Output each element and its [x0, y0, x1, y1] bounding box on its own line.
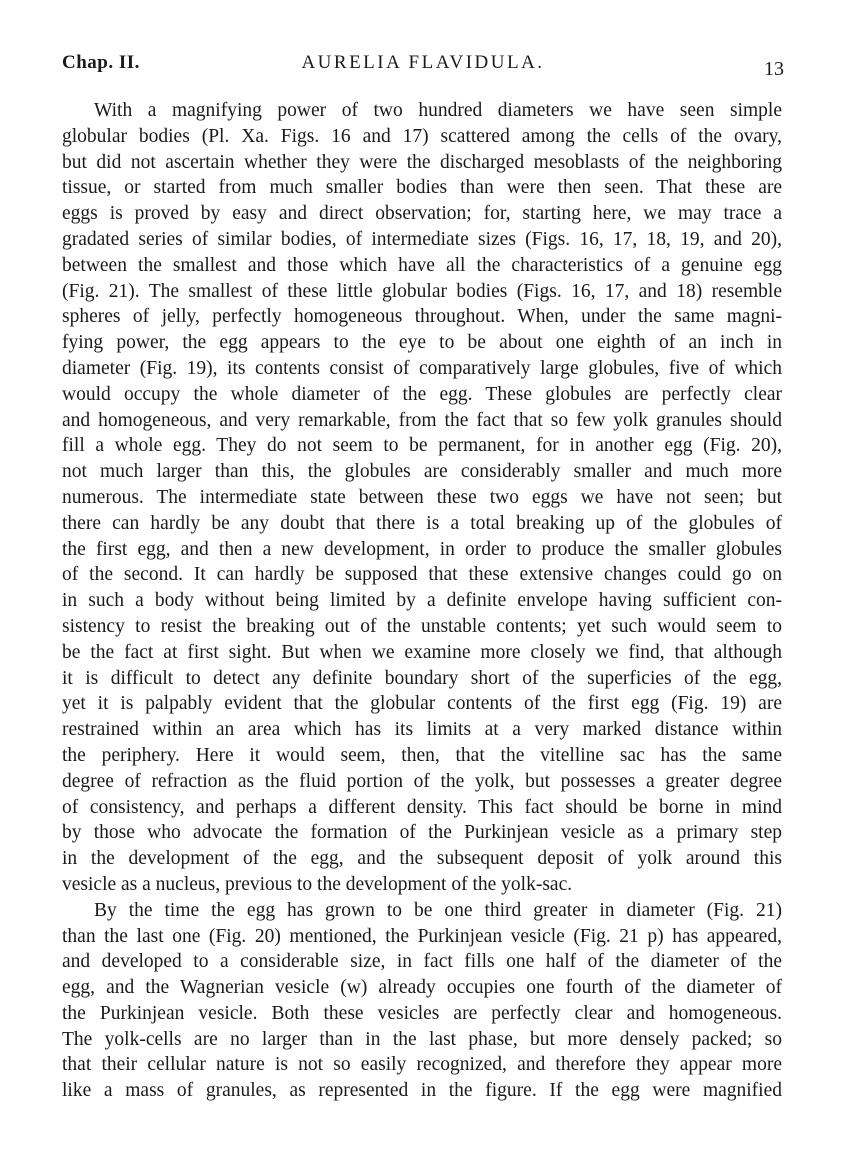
text-line: not much larger than this, the globules are considerably smaller and much more — [62, 461, 782, 483]
text-line: gradated series of similar bodies, of intermediate sizes (Figs. 16, 17, 18, 19, and 20), — [62, 228, 782, 250]
text-line: fill a whole egg. They do not seem to be permanent, for in another egg (Fig. 20), — [62, 435, 782, 457]
chapter-label: Chap. II. — [62, 52, 140, 73]
text-line: fying power, the egg appears to the eye to be about one eighth of an inch in — [62, 332, 782, 354]
text-line: between the smallest and those which have all the characteristics of a genuine egg — [62, 254, 782, 276]
text-line: numerous. The intermediate state between these two eggs we have not seen; but — [62, 486, 782, 508]
text-line: tissue, or started from much smaller bodies than were then seen. That these are — [62, 177, 782, 199]
text-line: The yolk-cells are no larger than in the last phase, but more densely packed; so — [62, 1028, 782, 1050]
text-line: degree of refraction as the fluid portion of the yolk, but possesses a greater degree — [62, 770, 782, 792]
page-number: 13 — [764, 58, 784, 80]
text-line: By the time the egg has grown to be one third greater in diameter (Fig. 21) — [94, 899, 782, 921]
running-title: AURELIA FLAVIDULA. — [301, 52, 545, 73]
text-line: sistency to resist the breaking out of the unstable contents; yet such would seem to — [62, 615, 782, 637]
text-line: the first egg, and then a new development, in order to produce the smaller globules — [62, 538, 782, 560]
text-line: globular bodies (Pl. Xa. Figs. 16 and 17) scattered among the cells of the ovary, — [62, 125, 782, 147]
text-line: (Fig. 21). The smallest of these little globular bodies (Figs. 16, 17, and 18) resemble — [62, 280, 782, 302]
text-line: diameter (Fig. 19), its contents consist of comparatively large globules, five of which — [62, 357, 782, 379]
text-line: in such a body without being limited by a definite envelope having sufficient con- — [62, 590, 782, 612]
text-line: it is difficult to detect any definite boundary short of the superficies of the egg, — [62, 667, 782, 689]
text-line: the periphery. Here it would seem, then, that the vitelline sac has the same — [62, 744, 782, 766]
text-line: and developed to a considerable size, in fact fills one half of the diameter of the — [62, 951, 782, 973]
text-line: but did not ascertain whether they were the discharged mesoblasts of the neighboring — [62, 151, 782, 173]
text-line: be the fact at first sight. But when we examine more closely we find, that although — [62, 641, 782, 663]
text-line: of consistency, and perhaps a different density. This fact should be borne in mind — [62, 796, 782, 818]
text-line: by those who advocate the formation of the Purkinjean vesicle as a primary step — [62, 822, 782, 844]
text-line: egg, and the Wagnerian vesicle (w) already occupies one fourth of the diameter of — [62, 977, 782, 999]
text-line: spheres of jelly, perfectly homogeneous throughout. When, under the same magni- — [62, 306, 782, 328]
body-text — [62, 98, 782, 1104]
text-line: in the development of the egg, and the subsequent deposit of yolk around this — [62, 848, 782, 870]
text-line: and homogeneous, and very remarkable, from the fact that so few yolk granules should — [62, 409, 782, 431]
text-line: vesicle as a nucleus, previous to the development of the yolk-sac. — [62, 873, 573, 895]
paragraph — [62, 898, 782, 1104]
text-line: yet it is palpably evident that the globular contents of the first egg (Fig. 19) are — [62, 693, 782, 715]
text-line: of the second. It can hardly be supposed that these extensive changes could go on — [62, 564, 782, 586]
text-line: like a mass of granules, as represented in the figure. If the egg were magnified — [62, 1080, 782, 1102]
text-line: would occupy the whole diameter of the egg. These globules are perfectly clear — [62, 383, 782, 405]
paragraph — [62, 98, 782, 898]
text-line: the Purkinjean vesicle. Both these vesicles are perfectly clear and homogeneous. — [62, 1002, 782, 1024]
text-line: With a magnifying power of two hundred diameters we have seen simple — [94, 100, 782, 121]
running-head — [62, 52, 784, 82]
text-line: than the last one (Fig. 20) mentioned, the Purkinjean vesicle (Fig. 21 p) has appeared, — [62, 925, 782, 947]
text-line: there can hardly be any doubt that there is a total breaking up of the globules of — [62, 512, 782, 534]
text-line: eggs is proved by easy and direct observation; for, starting here, we may trace a — [62, 203, 782, 225]
text-line: restrained within an area which has its limits at a very marked distance within — [62, 719, 782, 741]
text-line: that their cellular nature is not so easily recognized, and therefore they appear more — [62, 1054, 782, 1076]
